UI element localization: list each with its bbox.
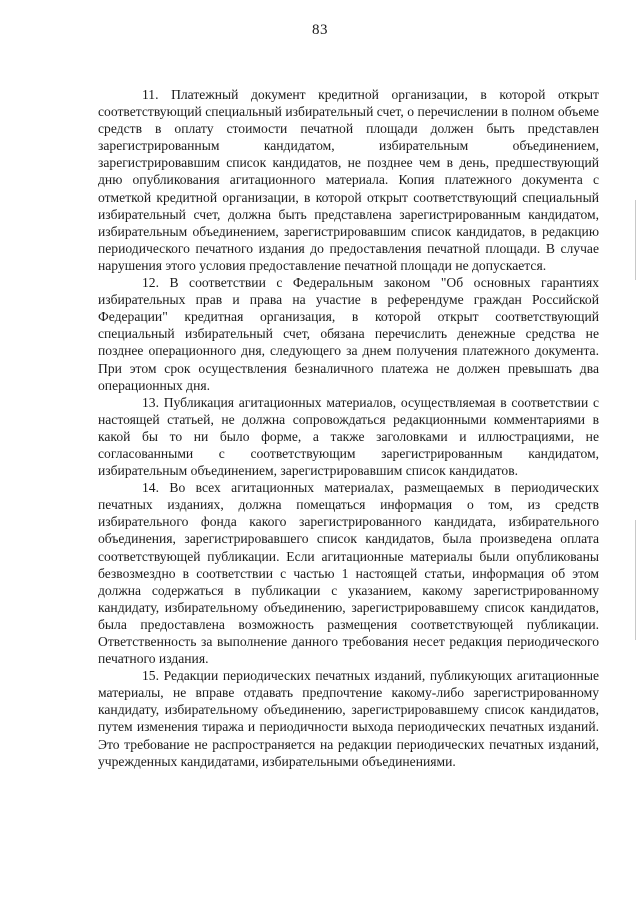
scan-edge-mark [635, 520, 636, 640]
scan-edge-mark [635, 200, 636, 280]
document-body [98, 86, 599, 770]
paragraph-12: 12. В соответствии с Федеральным законом "Об основных гарантиях избирательных прав и права на участие в референдуме граждан Российской Федерации" кредитная организация, в которой открыт соответствующий специальный избирательный счет, обязана перечислить денежные средства не позднее операционного дня, следующего за днем получения платежного документа. При этом срок осуществления безналичного платежа не должен превышать два операционных дня. [98, 275, 599, 393]
paragraph-14: 14. Во всех агитационных материалах, размещаемых в периодических печатных изданиях, должна помещаться информация о том, из средств избирательного фонда какого зарегистрированного кандидата, избирательного объединения, зарегистрировавшего список кандидатов, была произведена оплата соответствующей публикации. Если агитационные материалы были опубликованы безвозмездно в соответствии с частью 1 настоящей статьи, информация об этом должна содержаться в публикации с указанием, какому зарегистрированному кандидату, избирательному объединению, зарегистрировавшему список кандидатов, была предоставлена возможность размещения соответствующей публикации. Ответственность за выполнение данного требования несет редакция периодического печатного издания. [98, 480, 599, 667]
paragraph-11: 11. Платежный документ кредитной организации, в которой открыт соответствующий специальный избирательный счет, о перечислении в полном объеме средств в оплату стоимости печатной площади должен быть представлен зарегистрированным кандидатом, избирательным объединением, зарегистрировавшим список кандидатов, не позднее чем в день, предшествующий дню опубликования агитационного материала. Копия платежного документа с отметкой кредитной организации, в которой открыт соответствующий специальный избирательный счет, должна быть представлена зарегистрированным кандидатом, избирательным объединением, зарегистрировавшим список кандидатов, в редакцию периодического печатного издания до предоставления печатной площади. В случае нарушения этого условия предоставление печатной площади не допускается. [98, 87, 599, 273]
page-number: 83 [312, 22, 328, 38]
paragraph-13: 13. Публикация агитационных материалов, осуществляемая в соответствии с настоящей статьей, не должна сопровождаться редакционными комментариями в какой бы то ни было форме, а также заголовками и иллюстрациями, не согласованными с соответствующим зарегистрированным кандидатом, избирательным объединением, зарегистрировавшим список кандидатов. [98, 394, 599, 479]
paragraph-15: 15. Редакции периодических печатных изданий, публикующих агитационные материалы, не вправе отдавать предпочтение какому-либо зарегистрированному кандидату, избирательному объединению, зарегистрировавшему список кандидатов, путем изменения тиража и периодичности выхода периодических печатных изданий. Это требование не распространяется на редакции периодических печатных изданий, учрежденных кандидатами, избирательными объединениями. [98, 668, 599, 769]
